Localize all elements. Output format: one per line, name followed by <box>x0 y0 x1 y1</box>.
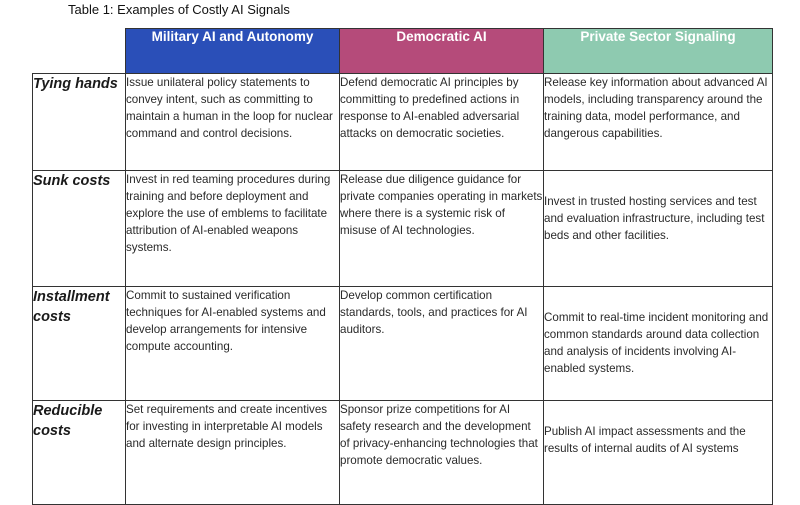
table-caption: Table 1: Examples of Costly AI Signals <box>68 2 290 17</box>
table-row <box>33 401 773 505</box>
row-label-tying-hands: Tying hands <box>33 74 126 171</box>
table-cell: Invest in red teaming procedures during training and before deployment and explore the use of emblems to facilitate attribution of AI-enabled weapons systems. <box>126 171 340 287</box>
costly-signals-table <box>32 28 773 505</box>
table-cell: Release key information about advanced AI models, including transparency around the training data, model performance, and dangerous capabilities. <box>544 74 773 171</box>
table-row <box>33 74 773 171</box>
table-cell: Commit to real-time incident monitoring and common standards around data collection and analysis of incidents involving AI-enabled systems. <box>544 287 773 401</box>
table-cell: Invest in trusted hosting services and test and evaluation infrastructure, including test beds and other facilities. <box>544 171 773 287</box>
row-label-installment-costs: Installment costs <box>33 287 126 401</box>
table-row <box>33 171 773 287</box>
column-header-military-ai: Military AI and Autonomy <box>126 29 340 74</box>
table-corner-cell <box>33 29 126 74</box>
table-cell: Publish AI impact assessments and the results of internal audits of AI systems <box>544 401 773 505</box>
column-header-private-sector: Private Sector Signaling <box>544 29 773 74</box>
column-header-democratic-ai: Democratic AI <box>340 29 544 74</box>
table-cell: Sponsor prize competitions for AI safety research and the development of privacy-enhancing technologies that promote democratic values. <box>340 401 544 505</box>
table-cell: Develop common certification standards, tools, and practices for AI auditors. <box>340 287 544 401</box>
table-cell: Defend democratic AI principles by committing to predefined actions in response to AI-enabled adversarial attacks on democratic societies. <box>340 74 544 171</box>
table-cell: Release due diligence guidance for private companies operating in markets where there is a systemic risk of misuse of AI technologies. <box>340 171 544 287</box>
table-row <box>33 287 773 401</box>
row-label-sunk-costs: Sunk costs <box>33 171 126 287</box>
table-cell: Issue unilateral policy statements to convey intent, such as committing to maintain a human in the loop for nuclear command and control decisions. <box>126 74 340 171</box>
table-header-row <box>33 29 773 74</box>
row-label-reducible-costs: Reducible costs <box>33 401 126 505</box>
table-cell: Set requirements and create incentives for investing in interpretable AI models and alternate design principles. <box>126 401 340 505</box>
table-cell: Commit to sustained verification techniques for AI-enabled systems and develop arrangements for intensive compute accounting. <box>126 287 340 401</box>
